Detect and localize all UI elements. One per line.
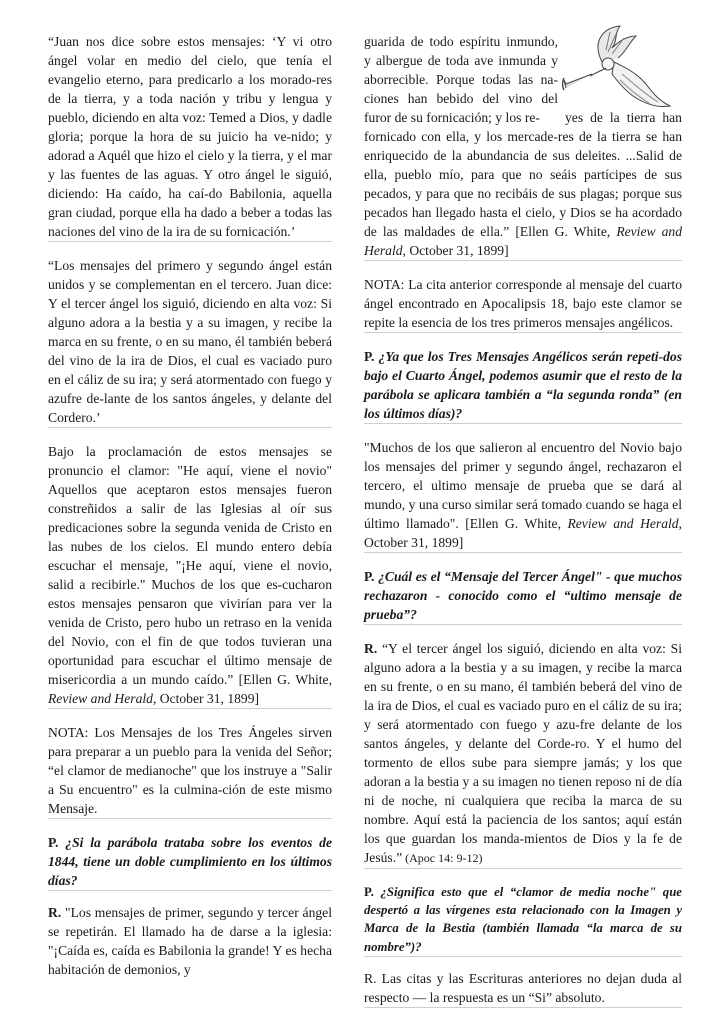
citation-title: Review and Herald (567, 516, 679, 531)
citation-title: Review and Herald (48, 691, 153, 706)
answer-marker: R. (364, 641, 378, 656)
answer-repeated-messages (48, 903, 332, 979)
answer-absolute-yes: R. Las citas y las Escrituras anteriores no dejan duda al respecto — la respuesta es un “Si” absoluto. (364, 969, 682, 1008)
question-marker: P. (364, 349, 375, 364)
citation-date: , October 31, 1899] (402, 243, 509, 258)
quote-babylon-continuation (364, 32, 682, 261)
quote-rejected-third (364, 438, 682, 553)
paragraph-text: yes de la tierra han fornicado con ella, y los mercade-res de la tierra se han enriquecido de la abundancia de sus deleites. ...Salid de ella, pueblo mío, para que no seáis partícipes de sus pecados, y para que no recibáis de sus plagas; porque sus pecados han llegado hasta el cielo, y Dios se ha acordado de las maldades de ella.” [Ellen G. White, (364, 110, 682, 239)
quote-first-second-angel: “Juan nos dice sobre estos mensajes: ‘Y vi otro ángel volar en medio del cielo, que tenía el evangelio eterno, para predicarlo a los morado-res de la tierra, y a toda nación y tribu y lengua y pueblo, diciendo en alta voz: Temed a Dios, y dadle gloria; porque la hora de su juicio ha ve-nido; y adorad a Aquél que hizo el cielo y la tierra, y el mar y las fuentes de las aguas. Y otro ángel le siguió, diciendo: Ha caído, ha caí-do Babilonia, aquella gran ciudad, porque ella ha dado a beber a todas las naciones del vino de la ira de su fornicación.’ (48, 32, 332, 242)
citation-title: Review and Herald (364, 224, 682, 258)
paragraph-text: "Muchos de los que salieron al encuentro del Novio bajo los mensajes del primer y segundo ángel, rechazaron el tercero, el ultimo mensaje de prueba que se dará al mundo, y una curso similar será tomado cuando se haga el último llamado". [Ellen G. White, (364, 440, 682, 531)
answer-text: "Los mensajes de primer, segundo y tercer ángel se repetirán. El llamado ha de darse a la iglesia: "¡Caída es, caída es Babilonia la grande! Y es hecha habitación de demonios, y (48, 905, 332, 977)
paragraph-text: Bajo la proclamación de estos mensajes se pronuncio el clamor: "He aquí, viene el novio" Aquellos que aceptaron estos mensajes fueron constreñidos a salir de las Iglesias al oír sus predicaciones sobre la segunda venida de Cristo en las nubes de los cielos. El mundo entero debía escuchar el mensaje, "¡He aquí, viene el novio, salid a recibirle." Muchos de los que es-cucharon estos mensajes pensaron que vivirían para ver la venida de Cristo, pero hubo un retraso en la venida del Novio, con el fin de que todos tuvieran una oportunidad para escuchar el último mensaje de misericordia a un mundo caído.” [Ellen G. White, (48, 444, 332, 687)
quote-third-angel: “Los mensajes del primero y segundo ángel están unidos y se complementan en el tercero. Juan dice: Y el tercer ángel los siguió, diciendo en alta voz: Si alguno adora a la bestia y a su imagen, y recibe la marca en su frente, o en su mano, él también beberá del vino de la ira de Dios, el cual es vaciado puro en el cáliz de su ira; y será atormentado con fuego y azufre de-lante de los santos ángeles, y delante del Cordero.’ (48, 256, 332, 428)
question-marker: P. (364, 569, 375, 584)
paragraph-midnight-cry (48, 442, 332, 709)
question-text: ¿Significa esto que el “clamor de media noche" que despertó a las vírgenes esta relacionado con la Imagen y Marca de la Bestia (también llamada “la marca de su nombre”)? (364, 885, 682, 954)
question-text: ¿Si la parábola trataba sobre los eventos de 1844, tiene un doble cumplimiento en los últimos días? (48, 835, 332, 888)
question-second-round (364, 347, 682, 424)
question-double-fulfillment (48, 833, 332, 891)
note-three-angels: NOTA: Los Mensajes de los Tres Ángeles sirven para preparar a un pueblo para la venida del Señor; “el clamor de medianoche" que los instruye a "Salir a Su encuentro" es la culmina-ción de este mismo Mensaje. (48, 723, 332, 819)
question-marker: P. (364, 885, 374, 899)
question-marker: P. (48, 835, 59, 850)
left-column (48, 32, 332, 979)
note-fourth-angel: NOTA: La cita anterior corresponde al mensaje del cuarto ángel encontrado en Apocalipsis 18, bajo este clamor se repite la esencia de los tres primeros mensajes angélicos. (364, 275, 682, 333)
scripture-reference: (Apoc 14: 9-12) (402, 851, 483, 865)
answer-marker: R. (48, 905, 62, 920)
citation-date: , October 31, 1899] (152, 691, 260, 706)
question-text: ¿Ya que los Tres Mensajes Angélicos serán repeti-dos bajo el Cuarto Ángel, podemos asumir que el resto de la parábola se aplicara también a “la segunda ronda” (en los últimos días)? (364, 349, 682, 421)
question-midnight-cry-mark (364, 883, 682, 957)
answer-revelation-14 (364, 639, 682, 869)
wrapped-lines: guarida de todo espíritu inmundo, y albergue de toda ave inmunda y aborrecible. Porque todas las na-ciones han bebido del vino del furor de su fornicación; y los re- (364, 34, 558, 125)
citation-date: , October 31, 1899] (364, 516, 682, 550)
right-column (364, 32, 682, 1008)
question-third-angel-message (364, 567, 682, 625)
question-text: ¿Cuál es el “Mensaje del Tercer Ángel" - que muchos rechazaron - conocido como el “ultimo mensaje de prueba”? (364, 569, 682, 622)
answer-text: “Y el tercer ángel los siguió, diciendo en alta voz: Si alguno adora a la bestia y a su imagen, y recibe la marca en su frente, o en su mano, él también beberá del vino de la ira de Dios, el cual es vaciado puro en el cáliz de su ira; y será atormentado con fuego y azu-fre delante de los santos ángeles, y delante del Corde-ro. Y el humo del tormento de ellos sube para siempre jamás; y los que adoran a la bestia y a su imagen no tienen reposo ni de día ni de noche, ni cualquiera que reciba la marca de su nombre. Aquí está la paciencia de los santos; aquí están los que guardan los manda-mientos de Dios y la fe de Jesús.” (364, 641, 682, 865)
